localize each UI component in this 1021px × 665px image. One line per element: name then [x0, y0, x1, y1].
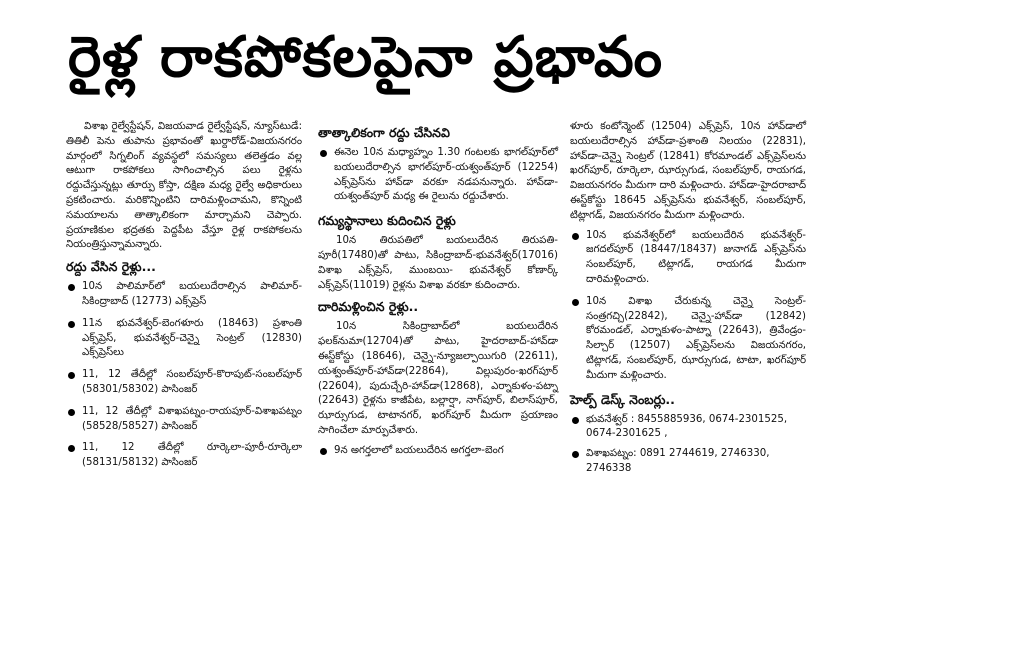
helpline-numbers: 0891 2744619, 2746330, 2746338	[586, 448, 770, 474]
bullet-icon	[68, 445, 75, 452]
bullet-icon	[320, 150, 327, 157]
intro-paragraph: విశాఖ రైల్వేస్టేషన్, విజయవాడ రైల్వేస్టేషన్, న్యూస్‌టుడే: తితిలీ పెను తుపాను ప్రభావంతో ఖుర్దారోడ్-విజయనగరం మార్గంలో సిగ్నలింగ్ వ్యవస్థలో సమస్యలు తలెత్తడం వల్ల ఆటుగా రాకపోకలు సాగించాల్సిన పలు రైళ్లను రద్దుచేస్తున్నట్లు తూర్పు కోస్తా, దక్షిణ మధ్య రైల్వే అధికారులు ప్రకటించారు. మరికొన్నింటిని దారిమళ్లించామని, కొన్నింటి సమయాలను తాత్కాలికంగా మార్చామని చెప్పారు. ప్రయాణికుల భద్రతకు పెద్దపీట వేస్తూ రైళ్ల రాకపోకలను నియంత్రిస్తున్నామన్నారు.	[66, 121, 302, 251]
bullet-icon	[68, 284, 75, 291]
list-item: 10న భువనేశ్వర్‌లో బయలుదేరిన భువనేశ్వర్-జగదల్‌పూర్ (18447/18437) జునాగడ్ ఎక్స్‌ప్రెస్‌ను సంబల్‌పూర్, టిట్లాగడ్, రాయగడ మీదుగా దారిమళ్లించారు.	[570, 229, 806, 288]
list-item: 11, 12 తేదీల్లో రూర్కెలా-పూరీ-రూర్కెలా (58131/58132) పాసింజర్	[66, 441, 302, 471]
bullet-icon	[572, 233, 579, 240]
helpline-label: విశాఖపట్నం:	[586, 448, 637, 460]
list-item: 10న విశాఖ చేరుకున్న చెన్నై సెంట్రల్-సంత్రగచ్చి(22842), చెన్నై-హావ్‌డా (12842) కోరమండల్, ఎర్నాకుళం-పాట్నా (22643), త్రివేండ్రం-సిల్చార్ (12507) ఎక్స్‌ప్రెస్‌లను విజయనగరం, టిట్లాగడ్, సంబల్‌పూర్, ఝార్సుగుడ, టాటా, ఖరగ్‌పూర్ మీదుగా మళ్లించారు.	[570, 295, 806, 384]
list-item: 11, 12 తేదీల్లో విశాఖపట్నం-రాయపూర్-విశాఖపట్నం (58528/58527) పాసింజర్	[66, 405, 302, 435]
bullet-icon	[572, 451, 579, 458]
bullet-icon	[572, 417, 579, 424]
temporarily-cancelled-list	[318, 146, 558, 205]
short-terminated-heading: గమ్యస్థానాలు కుదించిన రైళ్లు	[318, 213, 456, 229]
diverted-trains-heading: దారిమళ్లించిన రైళ్లు..	[318, 299, 419, 315]
list-item: 11, 12 తేదీల్లో సంబల్‌పూర్-కొరాపుట్-సంబల్‌పూర్ (58301/58302) పాసింజర్	[66, 368, 302, 398]
list-item: 10న పాలిమార్‌లో బయలుదేరాల్సిన పాలిమార్-సికింద్రాబాద్ (12773) ఎక్స్‌ప్రెస్	[66, 280, 302, 310]
more-diverted-list	[570, 229, 806, 384]
column-3	[570, 120, 806, 482]
column-2	[318, 120, 558, 466]
diverted-trains-list	[318, 444, 558, 459]
bullet-icon	[68, 372, 75, 379]
temporarily-cancelled-heading: తాత్కాలికంగా రద్దు చేసినవి	[318, 125, 450, 140]
bullet-icon	[68, 409, 75, 416]
column-1	[66, 120, 302, 478]
list-item: 9న అగర్తలాలో బయలుదేరిన అగర్తలా-బెంగ	[318, 444, 558, 459]
bullet-icon	[572, 299, 579, 306]
continued-paragraph: ళూరు కంటోన్మెంట్ (12504) ఎక్స్‌ప్రెస్, 10న హావ్‌డాలో బయలుదేరాల్సిన హావ్‌డా-ప్రశాంతి నిలయం (22831), హావ్‌డా-చెన్నై సెంట్రల్ (12841) కోరమాండల్ ఎక్స్‌ప్రెస్‌లను ఖరగ్‌పూర్, రూర్కెలా, ఝార్సుగుడ, సంబల్‌పూర్, రాయగడ, విజయనగరం మీదుగా దారి మళ్లించారు. హావ్‌డా-హైదరాబాద్ ఈస్ట్‌కోస్టు 18645 ఎక్స్‌ప్రెస్‌ను భువనేశ్వర్, సంబల్‌పూర్, టిట్లాగడ్, విజయనగరం మీదుగా మళ్లించారు.	[570, 121, 807, 221]
diverted-trains-paragraph: 10న సికింద్రాబాద్‌లో బయలుదేరిన ఫలక్‌నుమా(12704)తో పాటు, హైదరాబాద్-హావ్‌డా ఈస్ట్‌కోస్టు (18646), చెన్నై-న్యూజల్పాయిగురి (22611), యశ్వంత్‌పూర్-హావ్‌డా(22864), విల్లుపురం-ఖరగ్‌పూర్ (22604), పుదుచ్చేరి-హావ్‌డా(12868), ఎర్నాకుళం-పట్నా (22643) రైళ్లను కాజీపేట, బల్లార్షా, నాగ్‌పూర్, బిలాస్‌పూర్, ఝార్సుగుడ, టాటానగర్, ఖరగ్‌పూర్ మీదుగా ప్రయాణం సాగించేలా మార్పుచేశారు.	[318, 321, 558, 436]
helpline-label: భువనేశ్వర్ :	[586, 413, 635, 425]
bullet-icon	[320, 448, 327, 455]
helpline-bhubaneswar	[570, 413, 806, 443]
list-item: 11న భువనేశ్వర్-బెంగళూరు (18463) ప్రశాంతి ఎక్స్‌ప్రెస్, భువనేశ్వర్-చెన్నై సెంట్రల్ (12830) ఎక్స్‌ప్రెస్‌లు	[66, 317, 302, 361]
list-item: ఈనెల 10న మధ్యాహ్నం 1.30 గంటలకు భాగల్‌పూర్‌లో బయలుదేరాల్సిన భాగల్‌పూర్-యశ్వంత్‌పూర్ (12254) ఎక్స్‌ప్రెస్‌ను హావ్‌డా వరకూ నడపనున్నారు. హావ్‌డా-యశ్వంత్‌పూర్ మధ్య ఈ రైలును రద్దుచేశారు.	[318, 146, 558, 205]
bullet-icon	[68, 321, 75, 328]
help-desk-heading: హెల్ప్ డెస్క్ నెంబర్లు..	[570, 391, 675, 407]
short-terminated-paragraph: 10న తిరుపతిలో బయలుదేరిన తిరుపతి-పూరీ(17480)తో పాటు, సికింద్రాబాద్-భువనేశ్వర్(17016) విశాఖ ఎక్స్‌ప్రెస్, ముంబయి- భువనేశ్వర్ కోణార్క్ ఎక్స్‌ప్రెస్(11019) రైళ్లను విశాఖ వరకూ కుదించారు.	[318, 235, 558, 291]
cancelled-trains-heading: రద్దు వేసిన రైళ్లు...	[66, 259, 156, 275]
headline: రైళ్ల రాకపోకలపైనా ప్రభావం	[68, 25, 664, 90]
helpline-visakhapatnam	[570, 447, 806, 477]
cancelled-trains-list	[66, 280, 302, 471]
helpline-numbers: 8455885936, 0674-2301525, 0674-2301625 ,	[586, 413, 788, 440]
